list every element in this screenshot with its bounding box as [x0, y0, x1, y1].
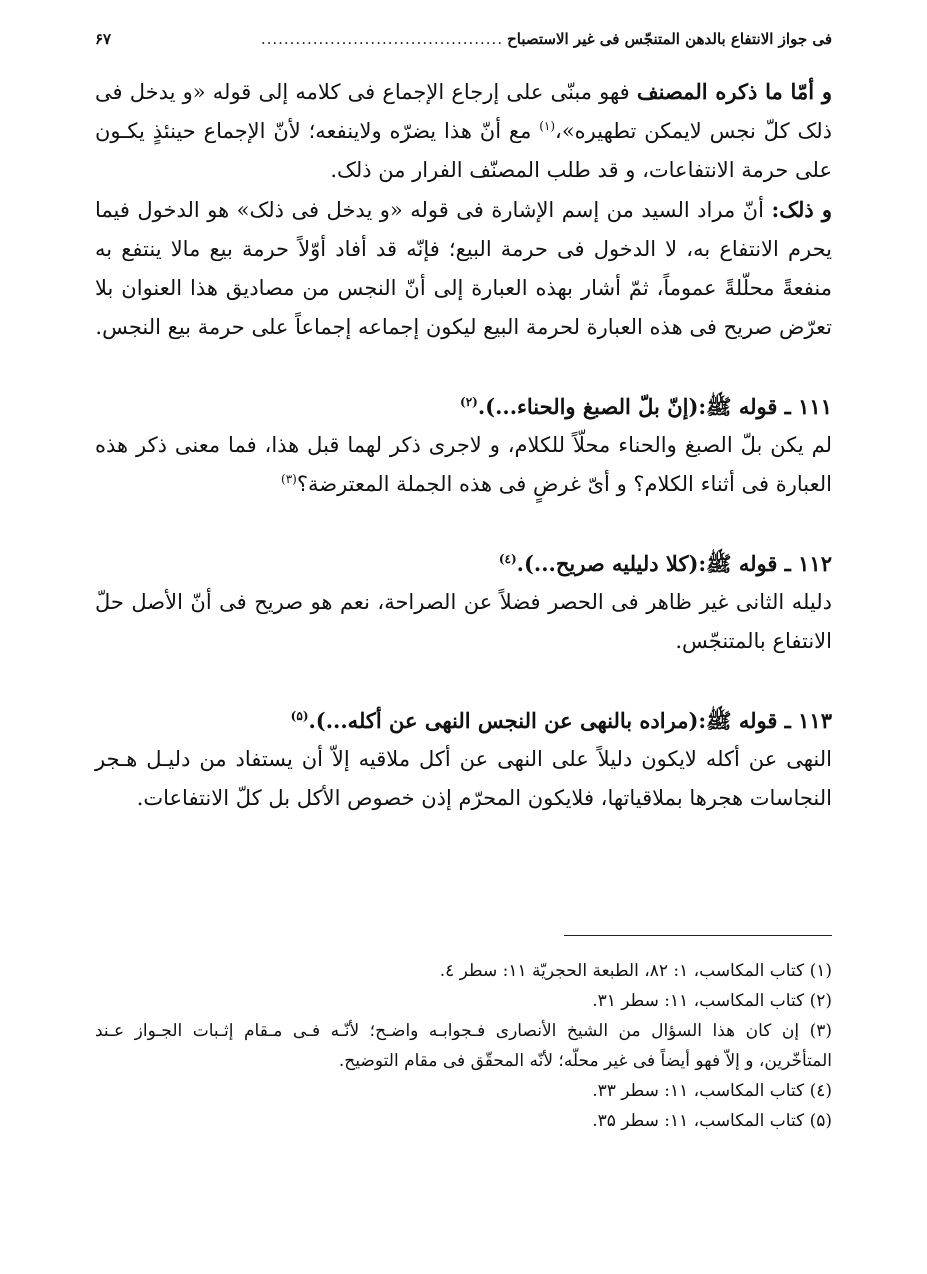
footnote-3: (۳) إن کان هذا السؤال من الشیخ الأنصاری فـجوابـه واضـح؛ لأنّـه فـی مـقام إثـبات الجـواز عـند المتأخّرین، و إلاّ فهو أیضاً فی غیر محلّه؛ لأنّه المحقّق فی مقام التوضیح.: [95, 1021, 832, 1071]
item-113-heading: [95, 701, 832, 740]
paragraph-1: [95, 72, 832, 190]
page-number: ۶۷: [95, 30, 112, 48]
item-113-text: [95, 740, 832, 818]
footnotes: [95, 956, 832, 1136]
footnote-1: (۱) کتاب المکاسب، ۱: ۸۲، الطبعة الحجریّة ۱۱: سطر ٤.: [439, 961, 832, 981]
item-111-heading: [95, 387, 832, 426]
paragraph-1-lead: و أمّا ما ذکره المصنف: [636, 79, 832, 104]
item-111-text: [95, 426, 832, 504]
book-page: [95, 28, 832, 1248]
item-111-body: لم یکن بلّ الصبغ والحناء محلّاً للکلام، و لاجری ذکر لهما قبل هذا، فما معنی ذکر هذه العبارة فی أثناء الکلام؟ و أیّ غرضٍ فی هذه الجملة المعترضة؟: [95, 433, 832, 496]
footnote-ref-3[interactable]: (۳): [281, 472, 297, 486]
paragraph-2-text: أنّ مراد السید من إسم الإشارة فی قوله «و یدخل فی ذلک» هو الدخول فیما یحرم الانتفاع به، لا الدخول فی حرمة البیع؛ فإنّه قد أفاد أوّلاً حرمة بیع مالا ینتفع به منفعةً محلّلةً عموماً، ثمّ أشار بهذه العبارة إلی أنّ النجس من مصادیق هذا العنوان بلا تعرّض صریح فی هذه العبارة لحرمة البیع لیکون إجماعه إجماعاً علی حرمة بیع النجس.: [95, 198, 832, 339]
footnote-ref-1[interactable]: (۱): [539, 119, 556, 133]
footnote-4: (٤) کتاب المکاسب، ۱۱: سطر ۳۳.: [592, 1081, 832, 1101]
item-112-heading-text: ۱۱۲ ـ قوله ﷺ:(کلا دلیلیه صریح...).: [516, 551, 832, 576]
running-head-leader-dots: ..........................................: [260, 30, 504, 48]
running-head-title: فی جواز الانتفاع بالدهن المتنجّس فی غیر الاستصباح: [507, 30, 832, 48]
footnote-separator: [564, 935, 832, 936]
item-113-body: النهی عن أکله لایکون دلیلاً علی النهی عن أکل ملاقیه إلاّ أن یستفاد من دلیـل هـجر النجاسات هجرها بملاقیاتها، فلایکون المحرّم إذن خصوص الأکل بل کلّ الانتفاعات.: [95, 747, 832, 810]
footnote-5: (۵) کتاب المکاسب، ۱۱: سطر ۳۵.: [592, 1111, 832, 1131]
paragraph-1-text-cont: مع أنّ هذا یضرّه ولاینفعه؛ لأنّ الإجماع حینئذٍ یکـون علی حرمة الانتفاعات، و قد طلب المصنّف الفرار من ذلک.: [95, 119, 832, 182]
item-112-text: [95, 583, 832, 661]
footnote-2: (۲) کتاب المکاسب، ۱۱: سطر ۳۱.: [592, 991, 832, 1011]
item-113-heading-text: ۱۱۳ ـ قوله ﷺ:(مراده بالنهی عن النجس النهی عن أکله...).: [308, 708, 832, 733]
running-head: [95, 28, 832, 50]
footnote-ref-5[interactable]: (۵): [290, 709, 309, 723]
paragraph-2-lead: و ذلک:: [771, 197, 832, 222]
footnote-ref-4[interactable]: (٤): [498, 552, 517, 566]
paragraph-1-text: فهو مبنّی علی إرجاع الإجماع فی کلامه إلی قوله «و یدخل فی ذلک کلّ نجس لایمکن تطهیره»،: [95, 80, 832, 143]
paragraph-2: [95, 190, 832, 347]
item-111-heading-text: ۱۱۱ ـ قوله ﷺ:(إنّ بلّ الصبغ والحناء...).: [477, 394, 832, 419]
item-112-heading: [95, 544, 832, 583]
footnote-ref-2[interactable]: (۲): [460, 395, 478, 409]
item-112-body: دلیله الثانی غیر ظاهر فی الحصر فضلاً عن الصراحة، نعم هو صریح فی أنّ الأصل حلّ الانتفاع بالمتنجّس.: [95, 590, 832, 653]
